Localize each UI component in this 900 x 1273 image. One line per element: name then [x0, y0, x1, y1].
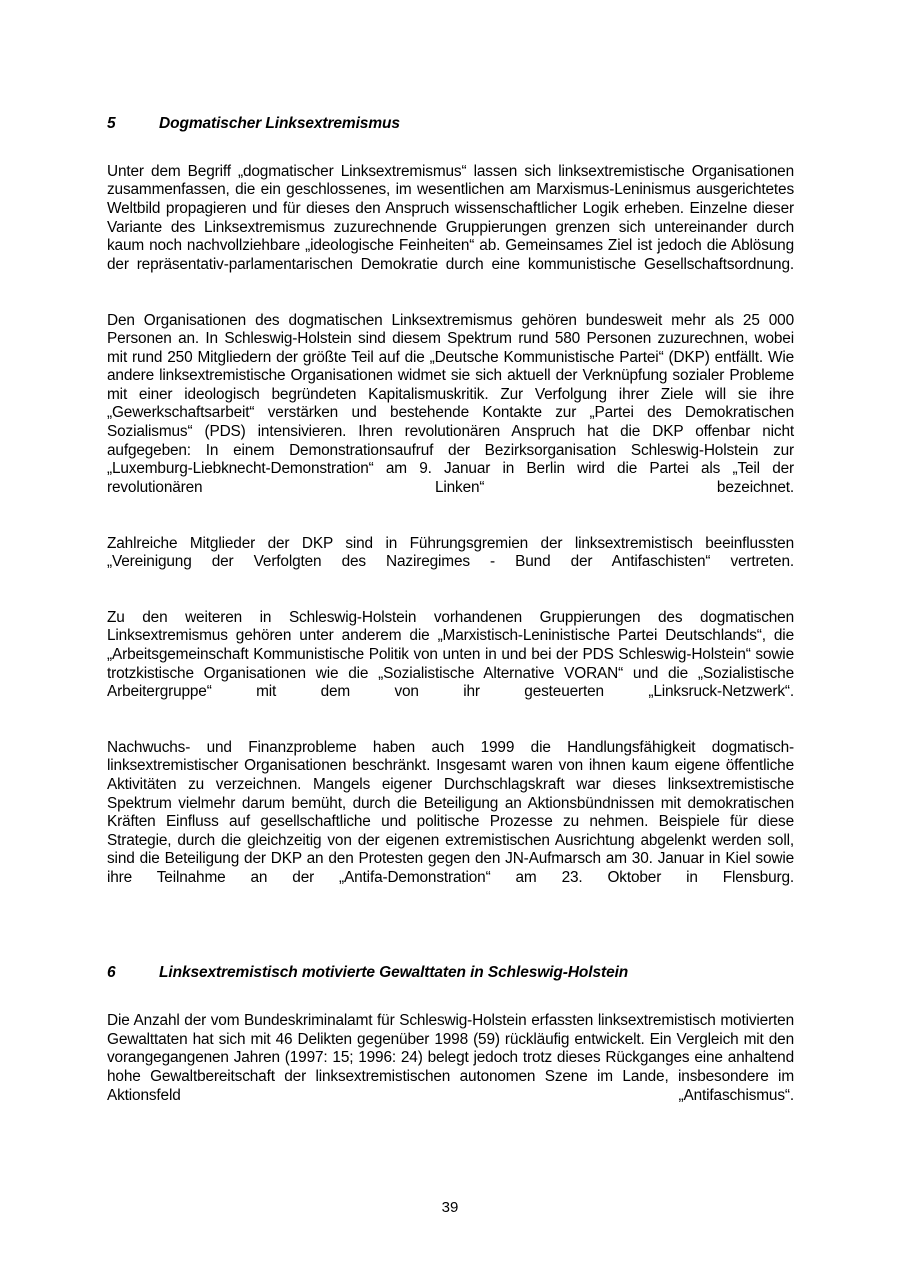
section-number-6: 6 — [107, 964, 116, 982]
section-number-5: 5 — [107, 114, 116, 132]
paragraph-6-1: Die Anzahl der vom Bundeskriminalamt für Schleswig-Holstein erfassten linksextremistisch motivierten Gewalttaten hat sich mit 46 Delikten gegenüber 1998 (59) rückläufig entwickelt. Ein Vergleich mit den vorangegangenen Jahren (1997: 15; 1996: 24) belegt jedoch trotz dieses Rückganges eine anhaltend hohe Gewaltbereitschaft der linksextremistischen autonomen Szene im Lande, insbesondere im Aktionsfeld „Antifaschismus“. — [107, 1012, 794, 1104]
page-content — [107, 101, 794, 1124]
section-heading-6 — [107, 963, 794, 982]
page-number-footer: 39 — [441, 1199, 459, 1216]
section-heading-5 — [107, 114, 794, 133]
section-title-5: Dogmatischer Linksextremismus — [159, 114, 400, 132]
paragraph-5-5: Nachwuchs- und Finanzprobleme haben auch 1999 die Handlungsfähigkeit dogmatisch-linksextremistischer Organisationen beschränkt. Insgesamt waren von ihnen kaum eigene öffentliche Aktivitäten zu verzeichnen. Mangels eigener Durchschlagskraft war dieses linksextremistische Spektrum vielmehr darum bemüht, durch die Beteiligung an Aktionsbündnissen mit demokratischen Kräften Einfluss auf gesellschaftliche und politische Prozesse zu nehmen. Beispiele für diese Strategie, durch die gleichzeitig von der eigenen extremistischen Ausrichtung abgelenkt werden soll, sind die Beteiligung der DKP an den Protesten gegen den JN-Aufmarsch am 30. Januar in Kiel sowie ihre Teilnahme an der „Antifa-Demonstration“ am 23. Oktober in Flensburg. — [107, 738, 794, 887]
paragraph-5-1: Unter dem Begriff „dogmatischer Linksextremismus“ lassen sich linksextremistische Organisationen zusammenfassen, die ein geschlossenes, im wesentlichen am Marxismus-Leninismus ausgerichtetes Weltbild propagieren und für dieses den Anspruch wissenschaftlicher Logik erheben. Einzelne dieser Variante des Linksextremismus zuzurechnende Gruppierungen grenzen sich untereinander durch kaum noch nachvollziehbare „ideologische Feinheiten“ ab. Gemeinsames Ziel ist jedoch die Ablösung der repräsentativ-parlamentarischen Demokratie durch eine kommunistische Gesellschaftsordnung. — [107, 162, 794, 273]
section-title-6: Linksextremistisch motivierte Gewalttaten in Schleswig-Holstein — [159, 964, 629, 982]
paragraph-5-4: Zu den weiteren in Schleswig-Holstein vorhandenen Gruppierungen des dogmatischen Linksextremismus gehören unter anderem die „Marxistisch-Leninistische Partei Deutschlands“, die „Arbeitsgemeinschaft Kommunistische Politik von unten in und bei der PDS Schleswig-Holstein“ sowie trotzkistische Organisationen wie die „Sozialistische Alternative VORAN“ und die „Sozialistische Arbeitergruppe“ mit dem von ihr gesteuerten „Linksruck-Netzwerk“. — [107, 608, 794, 701]
paragraph-5-3: Zahlreiche Mitglieder der DKP sind in Führungsgremien der linksextremistisch beeinflussten „Vereinigung der Verfolgten des Naziregimes - Bund der Antifaschisten“ vertreten. — [107, 534, 794, 571]
paragraph-5-2: Den Organisationen des dogmatischen Linksextremismus gehören bundesweit mehr als 25 000 Personen an. In Schleswig-Holstein sind diesem Spektrum rund 580 Personen zuzurechnen, wobei mit rund 250 Mitgliedern der größte Teil auf die „Deutsche Kommunistische Partei“ (DKP) entfällt. Wie andere linksextremistische Organisationen widmet sie sich aktuell der Verknüpfung sozialer Probleme mit einer ideologisch begründeten Kapitalismuskritik. Zur Verfolgung ihrer Ziele will sie ihre „Gewerkschaftsarbeit“ verstärken und bestehende Kontakte zur „Partei des Demokratischen Sozialismus“ (PDS) intensivieren. Ihren revolutionären Anspruch hat die DKP offenbar nicht aufgegeben: In einem Demonstrationsaufruf der Bezirksorganisation Schleswig-Holstein zur „Luxemburg-Liebknecht-Demonstration“ am 9. Januar in Berlin wird die Partei als „Teil der revolutionären Linken“ bezeichnet. — [107, 311, 794, 496]
